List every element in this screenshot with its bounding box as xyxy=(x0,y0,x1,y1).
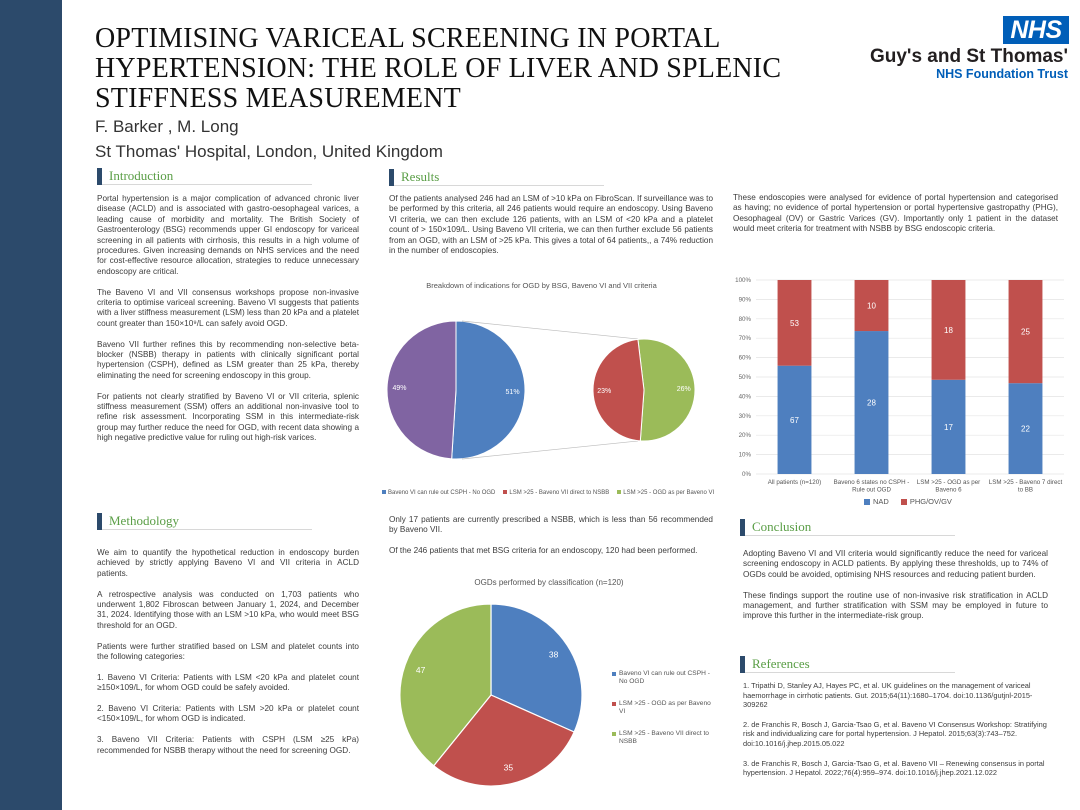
reference-item: 1. Tripathi D, Stanley AJ, Hayes PC, et al. UK guidelines on the management of variceal haemorrhage in cirrhotic patients. Gut. 2015;64(11):1680–1704. doi:10.1136/gutjnl-2015-309262 xyxy=(743,681,1033,710)
slice-label: 49% xyxy=(392,385,407,393)
results-text-1: Of the patients analysed 246 had an LSM of >10 kPa on FibroScan. If surveillance was to be performed by this criteria, all 246 patients would require an endoscopy. Using Baveno VI criteria, we can then exclude 126 patients, with an LSM of <20 kPa and a platelet count of > 150×109/L. Using Baveno VII criteria, we can then further exclude 56 patients from an OGD, with an LSM of >25 kPa. This gives a total of 64 patients,, a 74% reduction in the number of endoscopies. xyxy=(389,194,713,256)
methodology-heading-label: Methodology xyxy=(109,513,180,528)
category-label: All patients (n=120) xyxy=(767,479,822,486)
authors: F. Barker , M. Long xyxy=(95,117,239,136)
chart3-legend xyxy=(612,670,712,760)
chart1-title: Breakdown of indications for OGD by BSG, Baveno VI and VII criteria xyxy=(426,281,657,290)
affiliation: St Thomas' Hospital, London, United Kingdom xyxy=(95,142,443,161)
slice-label: 38 xyxy=(548,649,559,660)
conclusion-paragraph: These findings support the routine use of non-invasive risk stratification in ACLD management, and further stratification with SSM may be employed in future to improve this further in the intermediate-risk group. xyxy=(743,590,1048,621)
legend-label: NAD xyxy=(873,497,889,506)
legend-item xyxy=(612,730,712,746)
methodology-paragraph: We aim to quantify the hypothetical reduction in endoscopy burden achieved by strictly applying Baveno VI and VII criteria in ACLD patients. xyxy=(97,548,359,578)
y-tick-label: 50% xyxy=(738,374,751,381)
category-label: Baveno 6 xyxy=(935,486,962,494)
references-heading-label: References xyxy=(752,656,810,671)
legend-item xyxy=(612,700,712,716)
category-label: Rule out OGD xyxy=(852,486,891,494)
methodology-paragraph: 3. Baveno VII Criteria: Patients with CSPH (LSM ≥25 kPa) recommended for NSBB therapy without the need for screening OGD. xyxy=(97,735,359,755)
chart2-legend xyxy=(864,497,952,506)
category-label: to BB xyxy=(1017,486,1034,494)
chart1-legend xyxy=(382,490,714,496)
legend-label: PHG/OV/GV xyxy=(909,497,952,506)
y-tick-label: 90% xyxy=(738,296,751,304)
legend-label: LSM >25 - OGD as per Baveno VI xyxy=(619,700,711,715)
conclusion-heading-label: Conclusion xyxy=(752,519,812,534)
results-text-2: These endoscopies were analysed for evidence of portal hypertension and categorised as having; no evidence of portal hypertension or portal hypertensive gastropathy (PHG), Oesophageal (OV) or Gastric Varices (GV). Importantly only 1 patient in the dataset would meet criteria for treatment with NSBB by BSG endoscopic criteria. xyxy=(733,193,1058,234)
category-label: LSM >25 - OGD as per xyxy=(916,479,981,486)
methodology-paragraph: A retrospective analysis was conducted on 1,703 patients who underwent 1,802 Fibroscan between January 1, 2024, and December 31, 2024. Identifying those with an LSM >10 kPa, who would meet BSG threshold for an OGD. xyxy=(97,589,359,630)
methodology-heading xyxy=(97,513,312,530)
pie-of-pie-chart xyxy=(382,312,702,472)
category-label: LSM >25 - Baveno 7 direct xyxy=(988,479,1063,486)
methodology-paragraph: 1. Baveno VI Criteria: Patients with LSM <20 kPa and platelet count ≥150×109/L, for whom OGD could be safely avoided. xyxy=(97,672,359,693)
y-tick-label: 20% xyxy=(738,432,751,440)
introduction-paragraph: For patients not clearly stratified by Baveno VI or VII criteria, splenic stiffness measurement (SSM) offers an additional non-invasive tool to refine risk assessment. Incorporating SSM in this intermediate-risk group may further reduce the need for OGD, with recent data showing a high negative predictive value for ruling out high-risk varices. xyxy=(97,391,359,443)
y-tick-label: 0% xyxy=(742,471,751,478)
methodology-text xyxy=(97,548,359,756)
results-text-3: Only 17 patients are currently prescribed a NSBB, which is less than 56 recommended by Baveno VII. xyxy=(389,515,713,535)
ogd-pie-chart xyxy=(396,600,586,790)
y-tick-label: 80% xyxy=(738,315,751,323)
introduction-text xyxy=(97,194,359,444)
legend-item xyxy=(612,670,712,686)
legend-item xyxy=(617,490,714,496)
slice-label: 51% xyxy=(505,388,520,396)
y-tick-label: 40% xyxy=(738,393,751,401)
sidebar-band xyxy=(0,0,62,810)
legend-label: LSM >25 - OGD as per Baveno VI xyxy=(623,490,715,496)
bar-value-label: 25 xyxy=(1021,327,1030,337)
legend-label: LSM >25 - Baveno VII direct to NSBB xyxy=(619,730,709,745)
bar-value-label: 53 xyxy=(790,318,799,328)
bar-value-label: 18 xyxy=(944,325,953,335)
bar-value-label: 28 xyxy=(867,398,876,408)
heading-marker xyxy=(97,168,102,185)
introduction-heading-label: Introduction xyxy=(109,168,174,183)
methodology-paragraph: Patients were further stratified based on LSM and platelet counts into the following categories: xyxy=(97,641,359,662)
introduction-paragraph: The Baveno VI and VII consensus workshops propose non-invasive criteria to optimise variceal screening. Baveno VI suggests that patients with a liver stiffness measurement (LSM) less than 20 kPa and a platelet count greater than 150×10⁹/L can safely avoid OGD. xyxy=(97,287,359,328)
bar-value-label: 17 xyxy=(944,422,953,432)
bar-value-label: 67 xyxy=(790,415,799,425)
legend-item xyxy=(503,490,609,496)
y-tick-label: 100% xyxy=(735,277,751,284)
methodology-paragraph: 2. Baveno VI Criteria: Patients with LSM >20 kPa or platelet count <150×109/L, for whom OGD is indicated. xyxy=(97,704,359,724)
chart3-title: OGDs performed by classification (n=120) xyxy=(474,578,624,587)
stacked-bar-chart xyxy=(730,272,1070,496)
y-tick-label: 30% xyxy=(738,412,751,420)
reference-item: 3. de Franchis R, Bosch J, Garcia-Tsao G, et al. Baveno VII – Renewing consensus in portal hypertension. J Hepatol. 2022;76(4):959–974. doi:10.1016/j.jhep.2021.12.022 xyxy=(743,758,1045,778)
org-name: Guy's and St Thomas' xyxy=(869,46,1068,67)
results-heading-label: Results xyxy=(401,169,440,184)
bar-value-label: 10 xyxy=(867,301,876,311)
trust-name: NHS Foundation Trust xyxy=(936,67,1068,81)
references-heading xyxy=(740,656,955,673)
category-label: Baveno 6 states no CSPH - xyxy=(833,479,910,486)
legend-label: Baveno VI can rule out CSPH - No OGD xyxy=(388,490,496,496)
legend-item xyxy=(382,490,495,496)
y-tick-label: 10% xyxy=(738,451,751,459)
slice-label: 35 xyxy=(503,762,514,773)
slice-label: 26% xyxy=(676,386,691,394)
poster-title: OPTIMISING VARICEAL SCREENING IN PORTAL HYPERTENSION: THE ROLE OF LIVER AND SPLENIC STIFFNESS MEASUREMENT xyxy=(95,23,782,114)
nhs-logo: NHS xyxy=(1003,16,1069,44)
results-text-4: Of the 246 patients that met BSG criteria for an endoscopy, 120 had been performed. xyxy=(389,546,698,555)
reference-item: 2. de Franchis R, Bosch J, Garcia-Tsao G, et al. Baveno VI Consensus Workshop: Stratifying risk and individualizing care for portal hypertension. J Hepatol. 2015;63(3):743–752. doi:10.1016/j.jhep.2015.05.022 xyxy=(743,719,1047,748)
introduction-paragraph: Portal hypertension is a major complication of advanced chronic liver disease (ACLD) and is associated with gastro-oesophageal varices, a leading cause of morbidity and mortality. The British Society of Gastroenterology (BSG) recommends upper GI endoscopy for variceal screening in all patients with cirrhosis, this results in a high volume of procedures. Given increasing demands on NHS services and the need for cost-effective resource allocation, strategies to reduce unnecessary endoscopy are critical. xyxy=(97,194,359,276)
conclusion-paragraph: Adopting Baveno VI and VII criteria would significantly reduce the need for variceal screening endoscopy in ACLD patients. By applying these thresholds, up to 74% of OGDs could be avoided, optimising NHS resources and reducing patient burden. xyxy=(743,549,1048,579)
legend-item xyxy=(901,497,952,506)
heading-marker xyxy=(389,169,394,186)
conclusion-text xyxy=(743,549,1048,622)
legend-label: LSM >25 - Baveno VII direct to NSBB xyxy=(509,490,610,496)
heading-marker xyxy=(740,519,745,536)
y-tick-label: 60% xyxy=(738,354,751,362)
legend-item xyxy=(864,497,889,506)
y-tick-label: 70% xyxy=(738,335,751,343)
legend-label: Baveno VI can rule out CSPH - No OGD xyxy=(619,670,710,685)
introduction-paragraph: Baveno VII further refines this by recommending non-selective beta-blocker (NSBB) therapy in patients with clinically significant portal hypertension (CSPH), defined as LSM greater than 25 kPa, thereby eliminating the need for screening endoscopy in this group. xyxy=(97,339,359,380)
heading-marker xyxy=(97,513,102,530)
conclusion-heading xyxy=(740,519,955,536)
references-text xyxy=(743,681,1048,778)
bar-value-label: 22 xyxy=(1021,424,1030,434)
slice-label: 47 xyxy=(415,665,426,676)
introduction-heading xyxy=(97,168,312,185)
results-heading xyxy=(389,169,604,186)
slice-label: 23% xyxy=(597,387,612,395)
heading-marker xyxy=(740,656,745,673)
